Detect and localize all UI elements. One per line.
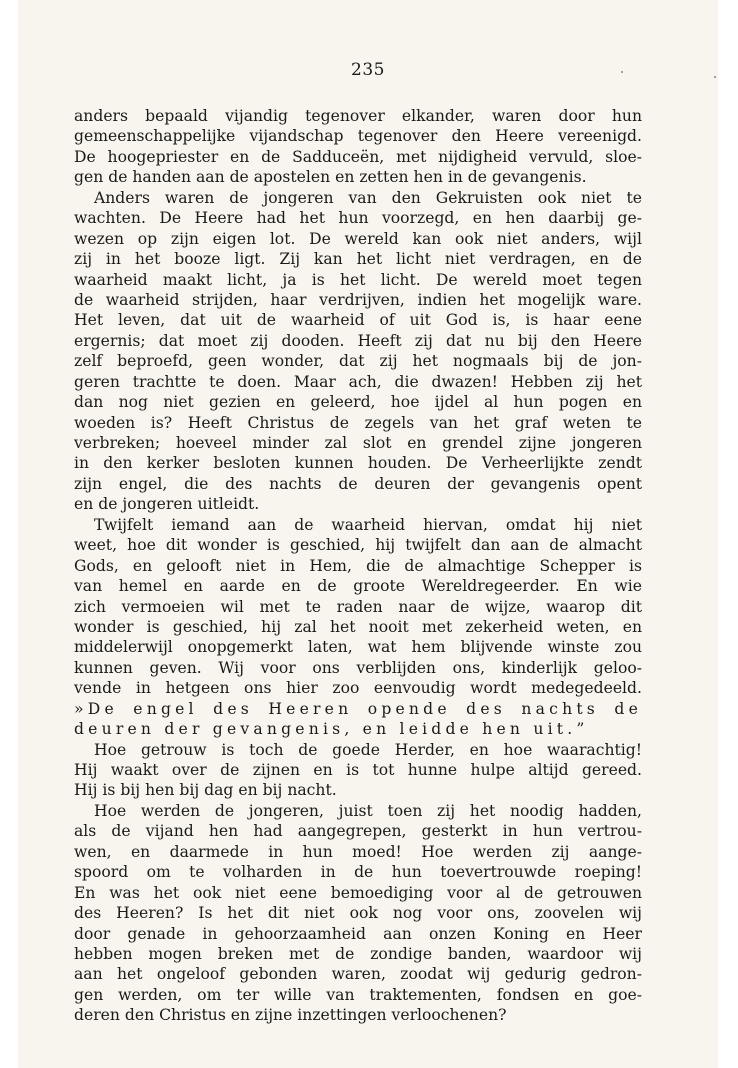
- text-line: wen, en daarmede in hun moed! Hoe werden zij aange-: [74, 842, 642, 861]
- text-line: verbreken; hoeveel minder zal slot en grendel zijne jongeren: [74, 434, 642, 452]
- text-line: waarheid maakt licht, ja is het licht. De wereld moet tegen: [74, 270, 642, 289]
- text-line: geren trachtte te doen. Maar ach, die dwazen! Hebben zij het: [74, 372, 642, 391]
- text-line: Hij waakt over de zijnen en is tot hunne hulpe altijd gereed.: [74, 761, 642, 779]
- text-line: vende in hetgeen ons hier zoo eenvoudig wordt medegedeeld.: [74, 679, 642, 698]
- page-number: 235: [351, 60, 385, 80]
- text-line: Hij is bij hen bij dag en bij nacht.: [74, 781, 337, 800]
- text-line: dan nog niet gezien en geleerd, hoe ijdel al hun pogen en: [74, 393, 642, 412]
- book-page: [18, 0, 718, 1068]
- text-line: anders bepaald vijandig tegenover elkander, waren door hun: [74, 107, 642, 125]
- text-line: des Heeren? Is het dit niet ook nog voor ons, zoovelen wij: [74, 904, 642, 923]
- text-line: gen werden, om ter wille van traktementen, fondsen en goe-: [74, 985, 642, 1004]
- text-line: Gods, en gelooft niet in Hem, die de almachtige Schepper is: [74, 556, 642, 575]
- text-line: woeden is? Heeft Christus de zegels van het graf weten te: [74, 413, 642, 432]
- text-line: van hemel en aarde en de groote Wereldregeerder. En wie: [74, 577, 642, 596]
- text-line: deren den Christus en zijne inzettingen verloochenen?: [74, 1006, 507, 1025]
- text-line: gen de handen aan de apostelen en zetten hen in de gevangenis.: [74, 168, 587, 187]
- text-line: en de jongeren uitleidt.: [74, 495, 260, 514]
- text-line: wezen op zijn eigen lot. De wereld kan ook niet anders, wijl: [74, 229, 642, 248]
- body-text: [74, 106, 642, 1026]
- text-line: hebben mogen breken met de zondige banden, waardoor wij: [74, 944, 642, 963]
- text-line: ergernis; dat moet zij dooden. Heeft zij dat nu bij den Heere: [74, 331, 642, 350]
- text-line: de waarheid strijden, haar verdrijven, indien het mogelijk ware.: [74, 290, 642, 309]
- text-line: De hoogepriester en de Sadduceën, met nijdigheid vervuld, sloe-: [74, 147, 642, 166]
- text-line: Hoe getrouw is toch de goede Herder, en hoe waarachtig!: [94, 740, 642, 759]
- page-speck: [714, 76, 716, 78]
- text-line: »De engel des Heeren opende des nachts de: [74, 699, 642, 718]
- text-line: zij in het booze ligt. Zij kan het licht niet verdragen, en de: [74, 250, 642, 269]
- text-line: Twijfelt iemand aan de waarheid hiervan, omdat hij niet: [94, 515, 642, 534]
- text-line: wachten. De Heere had het hun voorzegd, en hen daarbij ge-: [74, 209, 642, 228]
- text-line: spoord om te volharden in de hun toevertrouwde roeping!: [74, 863, 642, 882]
- text-line: deuren der gevangenis, en leidde hen uit.”: [74, 720, 589, 739]
- text-line: middelerwijl onopgemerkt laten, wat hem blijvende winste zou: [74, 638, 642, 657]
- text-line: kunnen geven. Wij voor ons verblijden ons, kinderlijk geloo-: [74, 658, 642, 677]
- text-line: in den kerker besloten kunnen houden. De Verheerlijkte zendt: [74, 454, 642, 473]
- text-line: zijn engel, die des nachts de deuren der gevangenis opent: [74, 474, 642, 493]
- text-line: door genade in gehoorzaamheid aan onzen Koning en Heer: [74, 924, 642, 943]
- text-line: zelf beproefd, geen wonder, dat zij het nogmaals bij de jon-: [74, 352, 642, 371]
- text-line: En was het ook niet eene bemoediging voor al de getrouwen: [74, 883, 642, 902]
- text-line: gemeenschappelijke vijandschap tegenover den Heere vereenigd.: [74, 127, 642, 146]
- text-line: als de vijand hen had aangegrepen, gesterkt in hun vertrou-: [74, 822, 642, 841]
- text-line: Het leven, dat uit de waarheid of uit God is, is haar eene: [74, 311, 642, 330]
- text-line: weet, hoe dit wonder is geschied, hij twijfelt dan aan de almacht: [74, 536, 642, 555]
- page-speck: [621, 71, 623, 73]
- text-line: wonder is geschied, hij zal het nooit met zekerheid weten, en: [74, 617, 642, 636]
- text-line: aan het ongeloof gebonden waren, zoodat wij gedurig gedron-: [74, 965, 642, 984]
- text-line: Hoe werden de jongeren, juist toen zij het noodig hadden,: [94, 801, 642, 820]
- text-line: zich vermoeien wil met te raden naar de wijze, waarop dit: [74, 597, 642, 616]
- text-line: Anders waren de jongeren van den Gekruisten ook niet te: [94, 188, 642, 207]
